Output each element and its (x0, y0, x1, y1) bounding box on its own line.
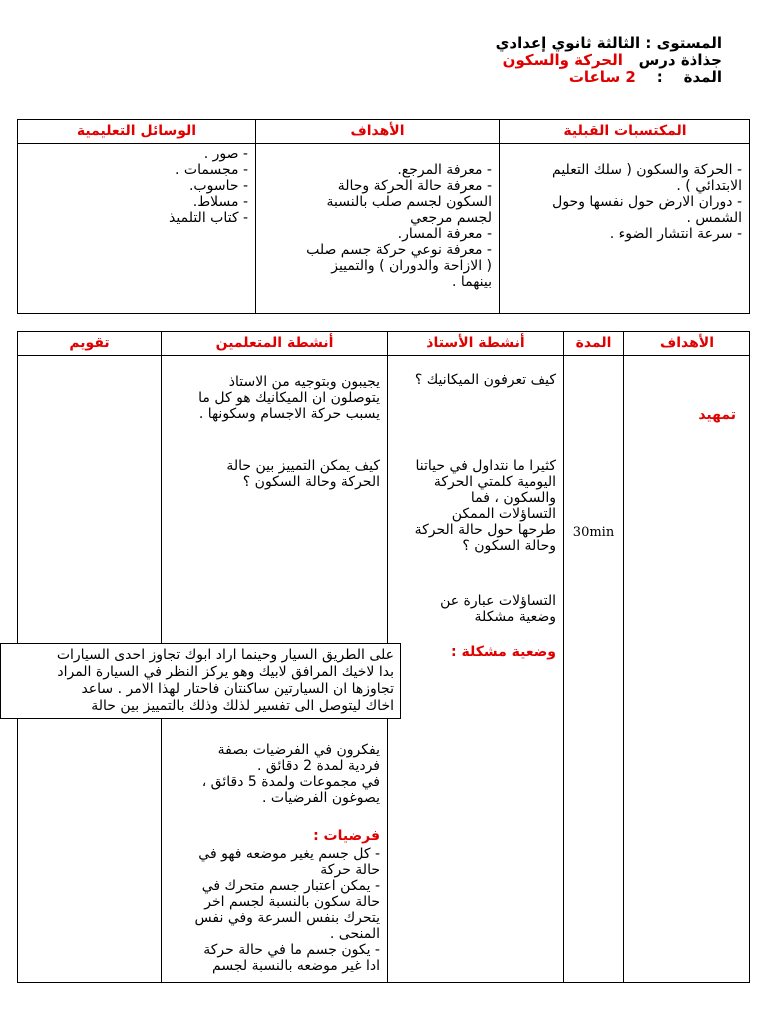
table1-divider (499, 120, 500, 313)
header-goals: الأهداف (350, 123, 405, 139)
teacher-problem-note: التساؤلات عبارة عن وضعية مشكلة (440, 593, 556, 625)
hypotheses-list (168, 846, 380, 974)
list-item: - حاسوب. (188, 178, 248, 194)
list-item: - سرعة انتشار الضوء . (609, 226, 742, 242)
header-prior-knowledge: المكتسبات القبلية (563, 123, 687, 139)
header-duration (322, 69, 722, 86)
goal-intro: تمهيد (698, 407, 736, 423)
table2-header-line (18, 355, 749, 356)
header-learner-activities: أنشطة المتعلمين (215, 335, 334, 351)
table1-header-line (18, 143, 749, 144)
list-item: - صور . (203, 146, 248, 162)
duration-sep: : (656, 68, 663, 86)
lesson-title: الحركة والسكون (502, 51, 623, 69)
goals-list (262, 162, 492, 290)
header-duration: المدة (575, 335, 612, 351)
header-lesson (322, 52, 722, 69)
learners-answer: يجيبون وبتوجيه من الاستاذ يتوصلون ان الميكانيك هو كل ما يسبب حركة الاجسام وسكونها . (198, 374, 380, 422)
list-item: الابتدائي ) . (676, 178, 742, 194)
activity-duration: 30min (572, 525, 615, 540)
prerequisites-table (17, 119, 750, 314)
list-item: - مجسمات . (175, 162, 248, 178)
list-item: - يكون جسم ما في حالة حركة (203, 942, 380, 958)
list-item: المنحى . (329, 926, 380, 942)
teacher-paragraph: كثيرا ما نتداول في حياتنا اليومية كلمتي الحركة والسكون ، فما التساؤلات الممكن طرحها حول حالة الحركة وحالة السكون ؟ (414, 458, 556, 554)
list-item: - الحركة والسكون ( سلك التعليم (552, 162, 742, 178)
list-item: - مسلاط. (192, 194, 248, 210)
duration-label: المدة (683, 68, 722, 86)
problem-situation-label: وضعية مشكلة : (451, 644, 556, 660)
header-goals: الأهداف (659, 335, 715, 351)
duration-value: 2 ساعات (568, 68, 636, 86)
list-item: ( الازاحة والدوران ) والتمييز (331, 258, 492, 274)
list-item: حالة حركة (320, 862, 380, 878)
table2-divider (563, 332, 564, 982)
problem-situation-box: على الطريق السيار وحينما اراد ابوك تجاوز احدى السيارات بدا لاخيك المرافق لابيك وهو يركز النظر في السيارة المراد تجاوزها ان السيارتين ساكنتان فاحتار لهذا الامر . ساعد اخاك ليتوصل الى تفسير لذلك وذلك بالتمييز بين حالة (0, 643, 401, 719)
list-item: يتحرك بنفس السرعة وفي نفس (194, 910, 380, 926)
learners-question: كيف يمكن التمييز بين حالة الحركة وحالة السكون ؟ (226, 458, 380, 490)
lesson-label: جذاذة درس (638, 51, 722, 69)
list-item: - معرفة حالة الحركة وحالة (337, 178, 492, 194)
list-item: - معرفة نوعي حركة جسم صلب (306, 242, 492, 258)
table1-divider (255, 120, 256, 313)
header-teacher-activities: أنشطة الأستاذ (426, 335, 525, 351)
header-teaching-means: الوسائل التعليمية (76, 123, 197, 139)
prior-knowledge-list (506, 162, 742, 242)
header-evaluation: تقويم (69, 335, 110, 351)
list-item: لجسم مرجعي (410, 210, 492, 226)
teacher-question: كيف تعرفون الميكانيك ؟ (414, 372, 556, 388)
list-item: - كل جسم يغير موضعه فهو في (198, 846, 380, 862)
table2-divider (623, 332, 624, 982)
list-item: حالة سكون بالنسبة لجسم اخر (204, 894, 380, 910)
list-item: - معرفة المرجع. (397, 162, 492, 178)
level-label: المستوى : الثالثة ثانوي إعدادي (495, 34, 722, 52)
list-item: السكون لجسم صلب بالنسبة (326, 194, 492, 210)
list-item: - معرفة المسار. (397, 226, 492, 242)
hypotheses-label: فرضيات : (313, 828, 380, 844)
header-level (322, 35, 722, 52)
teaching-means-list (118, 146, 248, 226)
list-item: - يمكن اعتبار جسم متحرك في (201, 878, 380, 894)
list-item: ادا غير موضعه بالنسبة لجسم (212, 958, 380, 974)
list-item: الشمس . (686, 210, 742, 226)
learners-hypotheses-task: يفكرون في الفرضيات بصفة فردية لمدة 2 دقائق . في مجموعات ولمدة 5 دقائق ، يصوغون الفرضيات . (201, 742, 380, 806)
list-item: بينهما . (451, 274, 492, 290)
list-item: - كتاب التلميذ (169, 210, 248, 226)
list-item: - دوران الارض حول نفسها وحول (552, 194, 742, 210)
